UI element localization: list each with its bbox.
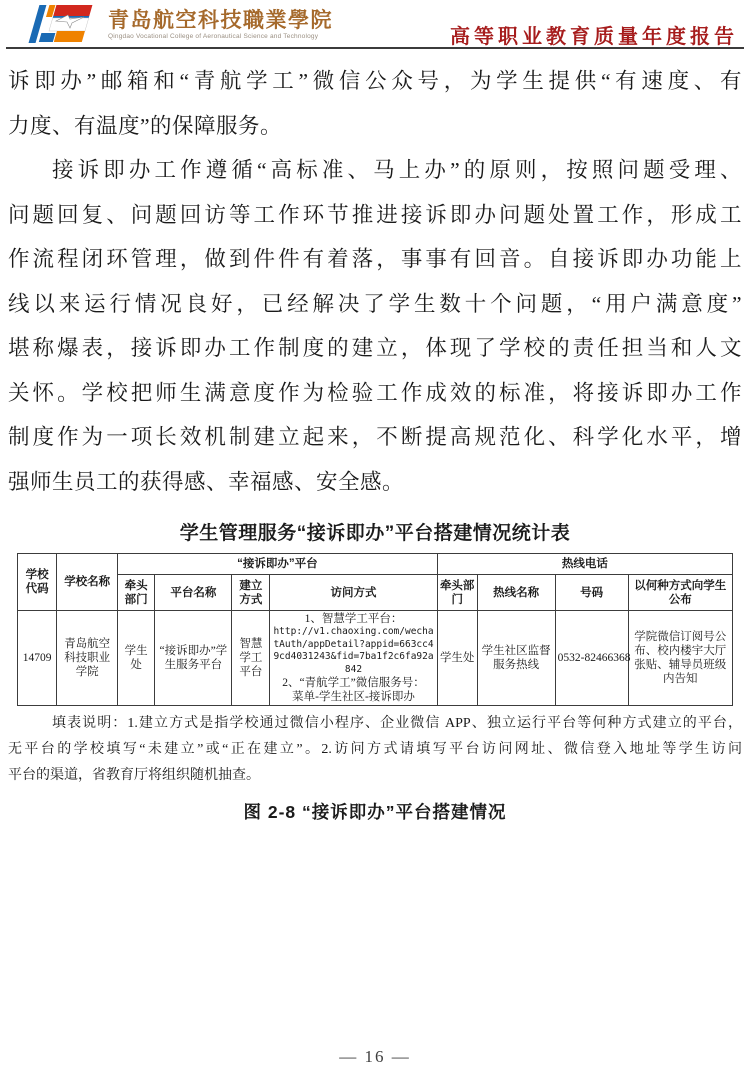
table-header-sub-row [18,575,733,611]
college-logo-icon [26,3,106,45]
cell-hotline-name: 学生社区监督服务热线 [477,611,555,706]
cell-hotline-number: 0532-82466368 [555,611,628,706]
body-line: 问题回复、问题回访等工作环节推进接诉即办问题处置工作，形成工 [8,202,742,227]
access-method-line: 菜单-学生社区-接诉即办 [292,691,415,703]
col-header-hotline-lead-dept: 牵头部门 [437,575,477,611]
college-name-zh: 青岛航空科技職業學院 [108,8,333,32]
figure-caption: 图 2-8 “接诉即办”平台搭建情况 [243,802,507,822]
body-line: 诉即办”邮箱和“青航学工”微信公众号，为学生提供“有速度、有 [8,69,742,93]
college-name-block [108,9,333,41]
body-line: 线以来运行情况良好，已经解决了学生数十个问题，“用户满意度” [8,291,742,316]
col-group-hotline: 热线电话 [437,554,732,575]
cell-platform-name: “接诉即办”学生服务平台 [155,611,232,706]
body-line: 强师生员工的获得感、幸福感、安全感。 [8,469,405,494]
body-line: 力度、有温度”的保障服务。 [8,113,283,138]
access-method-line: 1、智慧学工平台： [304,613,403,625]
cell-access-method [270,611,437,706]
col-header-school-code: 学校代码 [18,554,57,611]
page-header [0,0,750,47]
table-note-line: 无平台的学校填写“未建立”或“正在建立”。2.访问方式请填写平台访问网址、微信登入地址等学生访问 [8,742,742,757]
access-method-line: 2、“青航学工”微信服务号： [282,677,425,689]
cell-hotline-lead-dept: 学生处 [437,611,477,706]
table-row [18,611,733,706]
col-header-access-method: 访问方式 [270,575,437,611]
cell-platform-lead-dept: 学生处 [118,611,155,706]
platform-statistics-table [17,553,733,706]
col-header-build-method: 建立方式 [232,575,270,611]
body-line: 关怀。学校把师生满意度作为检验工作成效的标准，将接诉即办工作 [8,380,742,405]
col-header-publicity-method: 以何种方式向学生公布 [628,575,732,611]
college-logo [26,3,106,45]
table-note-line: 填表说明：1.建立方式是指学校通过微信小程序、企业微信 APP、独立运行平台等何种方式建立的平台， [52,716,742,731]
col-header-hotline-name: 热线名称 [477,575,555,611]
cell-school-code: 14709 [18,611,57,706]
report-title: 高等职业教育质量年度报告 [450,26,738,48]
col-header-platform-lead-dept: 牵头部门 [118,575,155,611]
college-name-en: Qingdao Vocational College of Aeronautical Science and Technology [108,33,319,40]
body-line: 制度作为一项长效机制建立起来，不断提高规范化、科学化水平，增 [8,425,742,449]
body-line: 接诉即办工作遵循“高标准、马上办”的原则，按照问题受理、 [52,158,742,182]
col-header-school-name: 学校名称 [57,554,118,611]
body-line: 堪称爆表，接诉即办工作制度的建立，体现了学校的责任担当和人文 [8,336,742,360]
cell-build-method: 智慧学工平台 [232,611,270,706]
table-note-line: 平台的渠道，省教育厅将组织随机抽查。 [8,768,260,783]
body-line: 作流程闭环管理，做到件件有着落，事事有回音。自接诉即办功能上 [8,247,742,271]
page-number: — 16 — [339,1047,411,1066]
table-header-group-row [18,554,733,575]
col-header-hotline-number: 号码 [555,575,628,611]
cell-school-name: 青岛航空科技职业学院 [57,611,118,706]
cell-publicity-method: 学院微信订阅号公布、校内楼宇大厅张贴、辅导员班级内告知 [628,611,732,706]
table-note [8,711,742,789]
col-header-platform-name: 平台名称 [155,575,232,611]
access-method-url: http://v1.chaoxing.com/wechatAuth/appDetail?appid=663cc49cd4031243&fid=7ba1f2c6fa92a842 [273,626,434,675]
col-group-platform: “接诉即办”平台 [118,554,438,575]
table-title: 学生管理服务“接诉即办”平台搭建情况统计表 [179,523,571,544]
body-text [0,49,750,504]
